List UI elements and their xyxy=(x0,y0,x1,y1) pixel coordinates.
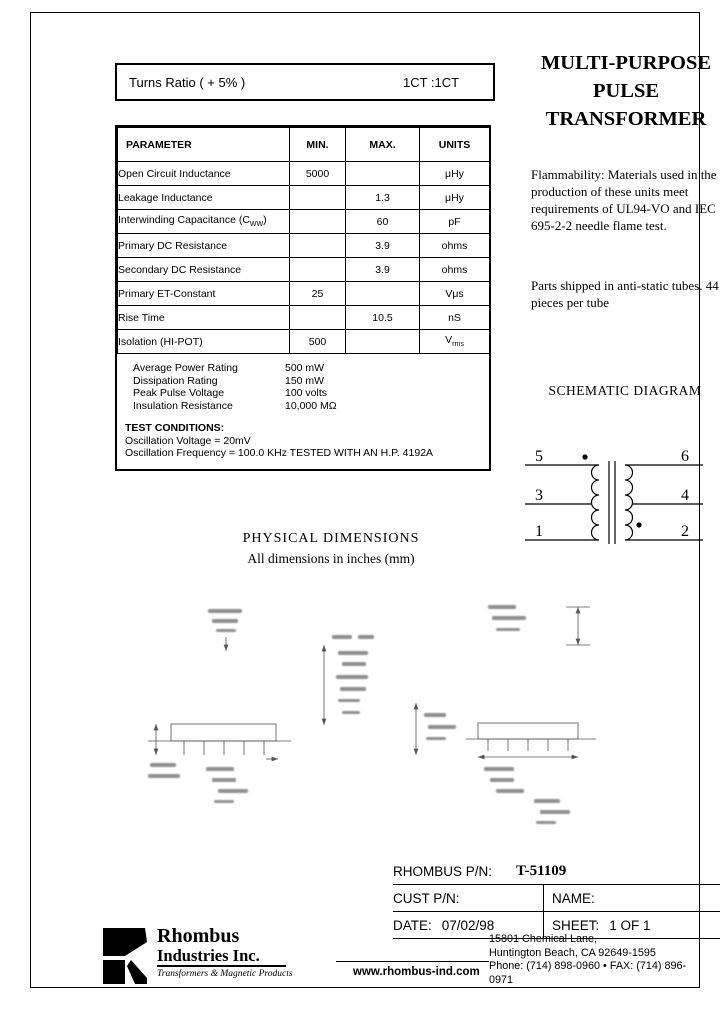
rating-label: Average Power Rating xyxy=(133,362,238,374)
company-logo-block xyxy=(101,926,293,986)
col-header-units: UNITS xyxy=(420,128,490,162)
cell-units: $V_{rms}$ xyxy=(420,330,490,354)
table-row xyxy=(118,330,490,354)
cell-max: 1.3 xyxy=(346,186,420,210)
rating-row xyxy=(133,375,489,388)
phone-fax-line: Phone: (714) 898-0960 • FAX: (714) 896-0971 xyxy=(489,960,687,986)
table-row xyxy=(118,282,490,306)
test-conditions xyxy=(125,422,489,460)
page-border xyxy=(30,12,719,988)
cell-parameter: Primary ET-Constant xyxy=(118,282,290,306)
sheet-label: SHEET: xyxy=(552,917,600,933)
cell-max: 3.9 xyxy=(346,234,420,258)
rhombus-pn-label: RHOMBUS P/N: xyxy=(393,863,493,879)
cell-units: nS xyxy=(420,306,490,330)
specification-block xyxy=(115,125,491,471)
cust-pn-label: CUST P/N: xyxy=(393,890,460,906)
schematic-diagram xyxy=(521,417,720,557)
test-conditions-line: Oscillation Voltage = 20mV xyxy=(125,434,251,447)
table-row xyxy=(118,234,490,258)
cell-max: 3.9 xyxy=(346,258,420,282)
col-header-min: MIN. xyxy=(290,128,346,162)
rhombus-pn-value: T-51109 xyxy=(516,862,567,879)
rating-value: 10,000 MΩ xyxy=(285,399,337,412)
cell-max: 60 xyxy=(346,210,420,234)
cell-parameter: Secondary DC Resistance xyxy=(118,258,290,282)
rating-row xyxy=(133,387,489,400)
company-name-line2: Industries Inc. xyxy=(157,947,286,967)
cust-pn-cell xyxy=(393,885,543,911)
cell-max xyxy=(346,282,420,306)
pin-number: 3 xyxy=(535,487,543,504)
turns-ratio-label: Turns Ratio ( + 5% ) xyxy=(129,74,246,90)
company-name-line1: Rhombus xyxy=(157,925,240,947)
cell-max: 10.5 xyxy=(346,306,420,330)
address-line2: Huntington Beach, CA 92649-1595 xyxy=(489,946,656,959)
pin-number: 1 xyxy=(535,523,543,540)
cell-parameter: Leakage Inductance xyxy=(118,186,290,210)
rating-label: Insulation Resistance xyxy=(133,399,233,412)
rhombus-logo-icon xyxy=(101,926,149,986)
title-line: TRANSFORMER xyxy=(545,108,707,130)
physical-dimensions-heading: PHYSICAL DIMENSIONS xyxy=(242,531,420,546)
rating-value: 100 volts xyxy=(285,387,328,399)
sheet-value: 1 OF 1 xyxy=(609,917,651,933)
name-cell xyxy=(543,885,720,911)
cell-min: 500 xyxy=(290,330,346,354)
cell-units: pF xyxy=(420,210,490,234)
cell-units: μHy xyxy=(420,162,490,186)
company-name xyxy=(157,926,293,986)
cell-parameter: Primary DC Resistance xyxy=(118,234,290,258)
table-row xyxy=(118,162,490,186)
title-line: PULSE xyxy=(592,80,660,102)
test-conditions-line: Oscillation Frequency = 100.0 KHz TESTED WITH AN H.P. 4192A xyxy=(125,447,434,459)
turns-ratio-box xyxy=(115,63,495,101)
table-header-row xyxy=(118,128,490,162)
pin-number: 2 xyxy=(681,523,689,540)
pin-number: 6 xyxy=(681,448,689,465)
spec-table xyxy=(117,127,490,354)
company-address xyxy=(489,933,699,987)
cell-units: ohms xyxy=(420,258,490,282)
cell-parameter: Isolation (HI-POT) xyxy=(118,330,290,354)
table-row xyxy=(118,258,490,282)
table-row xyxy=(118,186,490,210)
pin-number: 4 xyxy=(681,487,689,504)
title-line: MULTI-PURPOSE xyxy=(540,52,712,74)
table-row xyxy=(118,210,490,234)
cell-min xyxy=(290,306,346,330)
cell-min xyxy=(290,258,346,282)
pin-number: 5 xyxy=(535,448,543,465)
polarity-dot xyxy=(636,522,641,527)
cell-min: 25 xyxy=(290,282,346,306)
cell-max xyxy=(346,330,420,354)
cell-units: ohms xyxy=(420,234,490,258)
table-row xyxy=(118,306,490,330)
rating-value: 500 mW xyxy=(285,362,325,374)
cell-units: μHy xyxy=(420,186,490,210)
rating-label: Dissipation Rating xyxy=(133,374,218,387)
col-header-max: MAX. xyxy=(346,128,420,162)
address-line1: 15801 Chemical Lane, xyxy=(489,933,598,945)
rating-value: 150 mW xyxy=(285,374,325,387)
cust-name-row xyxy=(393,885,720,912)
part-number-block xyxy=(393,858,720,939)
shipping-note: Parts shipped in anti-static tubes. 44 pieces per tube xyxy=(531,278,719,310)
cell-min xyxy=(290,234,346,258)
flammability-note: Flammability: Materials used in the production of these units meet requirements of UL94-VO and IEC 695-2-2 needle flame test. xyxy=(531,167,717,233)
schematic-heading: SCHEMATIC DIAGRAM xyxy=(548,383,702,398)
cell-parameter: Open Circuit Inductance xyxy=(118,162,290,186)
company-tagline: Transformers & Magnetic Products xyxy=(157,969,293,979)
cell-max xyxy=(346,162,420,186)
cell-units: Vμs xyxy=(420,282,490,306)
date-value: 07/02/98 xyxy=(441,917,495,933)
name-label: NAME: xyxy=(552,890,595,906)
cell-parameter: Rise Time xyxy=(118,306,290,330)
turns-ratio-value: 1CT :1CT xyxy=(403,74,460,90)
col-header-parameter: PARAMETER xyxy=(118,128,290,162)
website-text: www.rhombus-ind.com xyxy=(353,966,480,978)
date-label: DATE: xyxy=(393,917,432,933)
rating-row xyxy=(133,400,489,413)
cell-parameter: Interwinding Capacitance $(C_{WW})$ xyxy=(118,210,290,234)
polarity-dot xyxy=(582,454,587,459)
dimension-drawing xyxy=(126,583,616,851)
footer-divider xyxy=(336,961,489,962)
cell-min: 5000 xyxy=(290,162,346,186)
test-conditions-heading: TEST CONDITIONS: xyxy=(125,422,225,434)
cell-min xyxy=(290,210,346,234)
physical-dimensions-subheading: All dimensions in inches (mm) xyxy=(247,551,415,566)
page-title xyxy=(521,49,720,133)
rating-label: Peak Pulse Voltage xyxy=(133,387,225,399)
cell-min xyxy=(290,186,346,210)
ratings-list xyxy=(133,362,489,412)
rating-row xyxy=(133,362,489,375)
rhombus-pn-row xyxy=(393,858,720,885)
